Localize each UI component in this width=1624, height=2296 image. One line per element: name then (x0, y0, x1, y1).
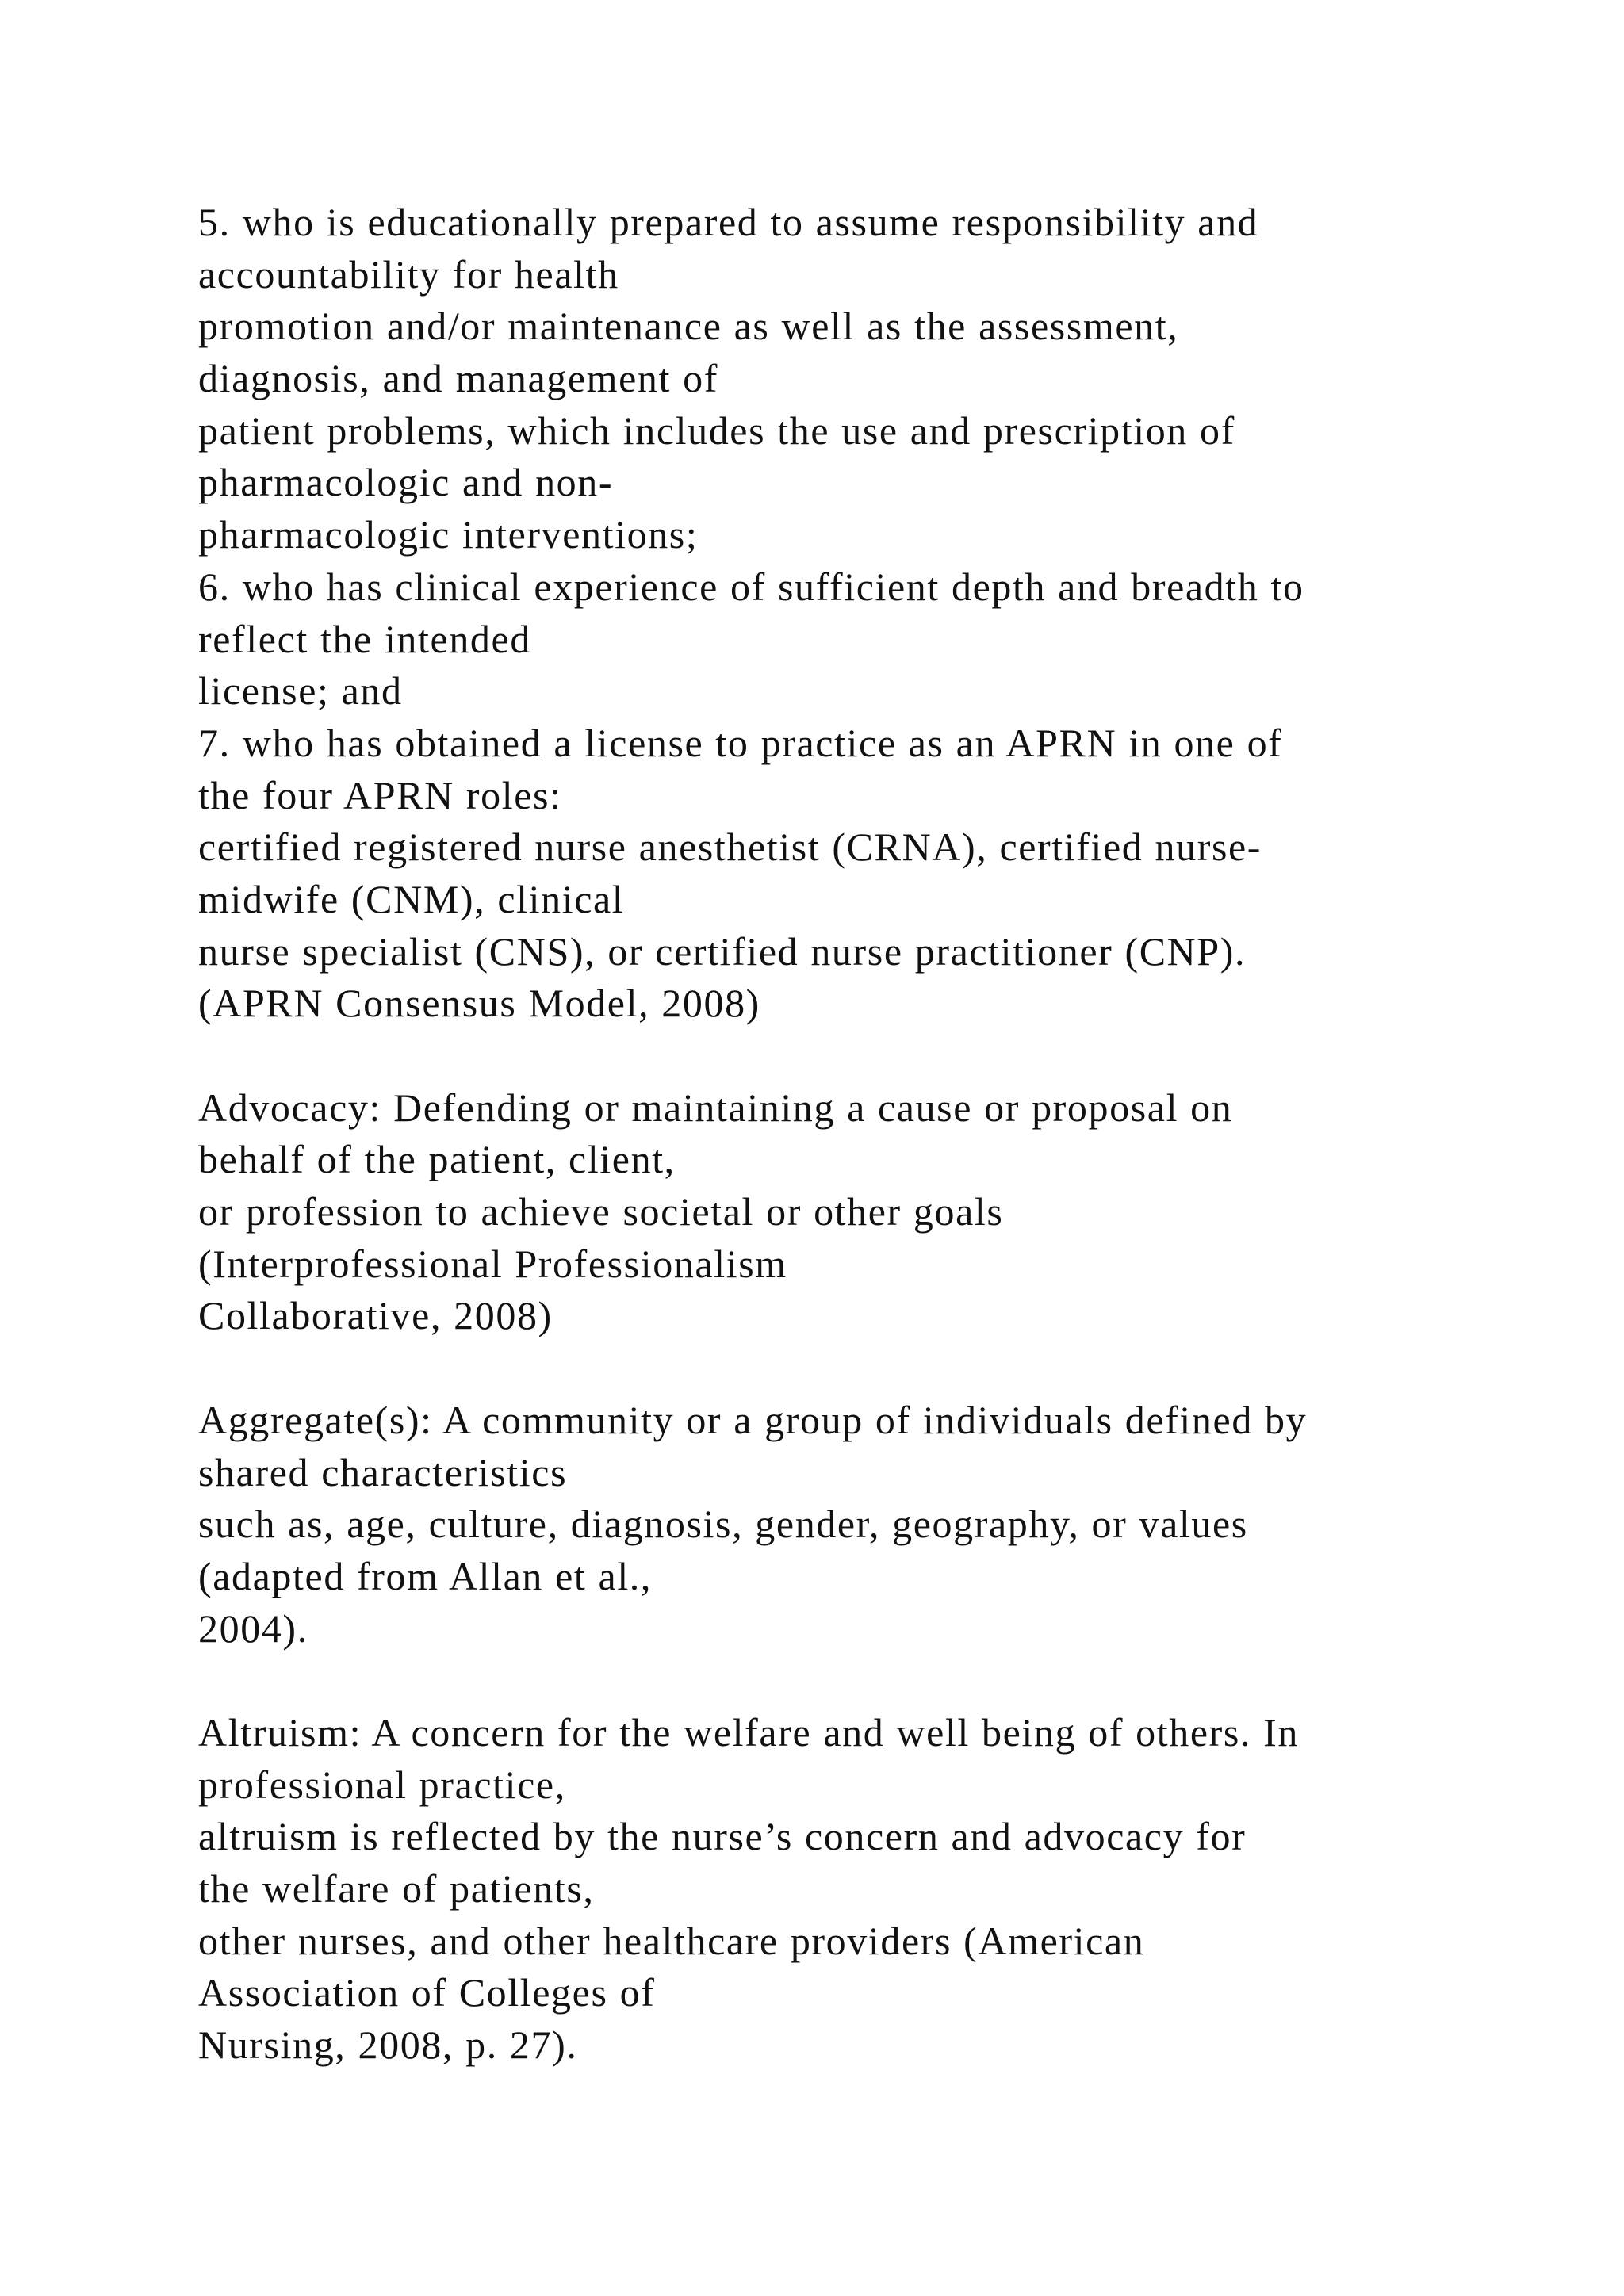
text-line: professional practice, (198, 1762, 566, 1807)
text-line: 2004). (198, 1605, 308, 1651)
text-line: behalf of the patient, client, (198, 1137, 676, 1182)
document-body-text (198, 197, 1562, 2072)
text-line: diagnosis, and management of (198, 356, 718, 401)
text-line: patient problems, which includes the use and prescription of (198, 408, 1235, 453)
text-line: (Interprofessional Professionalism (198, 1241, 787, 1286)
text-line: certified registered nurse anesthetist (CRNA), certified nurse- (198, 825, 1262, 870)
text-line: such as, age, culture, diagnosis, gender, geography, or values (198, 1502, 1248, 1547)
text-line: license; and (198, 668, 403, 714)
text-line: accountability for health (198, 251, 619, 297)
text-line: nurse specialist (CNS), or certified nurse practitioner (CNP). (198, 928, 1247, 974)
text-line: midwife (CNM), clinical (198, 876, 625, 921)
text-line: shared characteristics (198, 1449, 568, 1494)
text-line: Aggregate(s): A community or a group of individuals defined by (198, 1397, 1308, 1442)
blank-line (198, 1655, 1562, 1707)
text-line: pharmacologic and non- (198, 460, 614, 505)
blank-line (198, 1030, 1562, 1082)
text-line: the welfare of patients, (198, 1866, 595, 1911)
text-line: or profession to achieve societal or other goals (198, 1189, 1004, 1234)
text-line: 5. who is educationally prepared to assume responsibility and (198, 200, 1259, 244)
text-line: promotion and/or maintenance as well as the assessment, (198, 304, 1179, 349)
text-line: reflect the intended (198, 616, 531, 661)
text-line: Nursing, 2008, p. 27). (198, 2022, 578, 2068)
text-line: the four APRN roles: (198, 772, 562, 817)
text-line: Association of Colleges of (198, 1970, 656, 2015)
text-line: (adapted from Allan et al., (198, 1553, 653, 1598)
text-line: other nurses, and other healthcare providers (American (198, 1918, 1145, 1963)
text-line: altruism is reflected by the nurse’s concern and advocacy for (198, 1814, 1247, 1859)
text-line: pharmacologic interventions; (198, 512, 699, 557)
text-line: Advocacy: Defending or maintaining a cause or proposal on (198, 1085, 1233, 1130)
blank-line (198, 1342, 1562, 1395)
text-line: (APRN Consensus Model, 2008) (198, 981, 760, 1026)
text-line: 6. who has clinical experience of sufficient depth and breadth to (198, 564, 1304, 609)
text-line: 7. who has obtained a license to practice as an APRN in one of (198, 720, 1283, 765)
text-line: Collaborative, 2008) (198, 1293, 553, 1338)
text-line: Altruism: A concern for the welfare and well being of others. In (198, 1709, 1300, 1755)
